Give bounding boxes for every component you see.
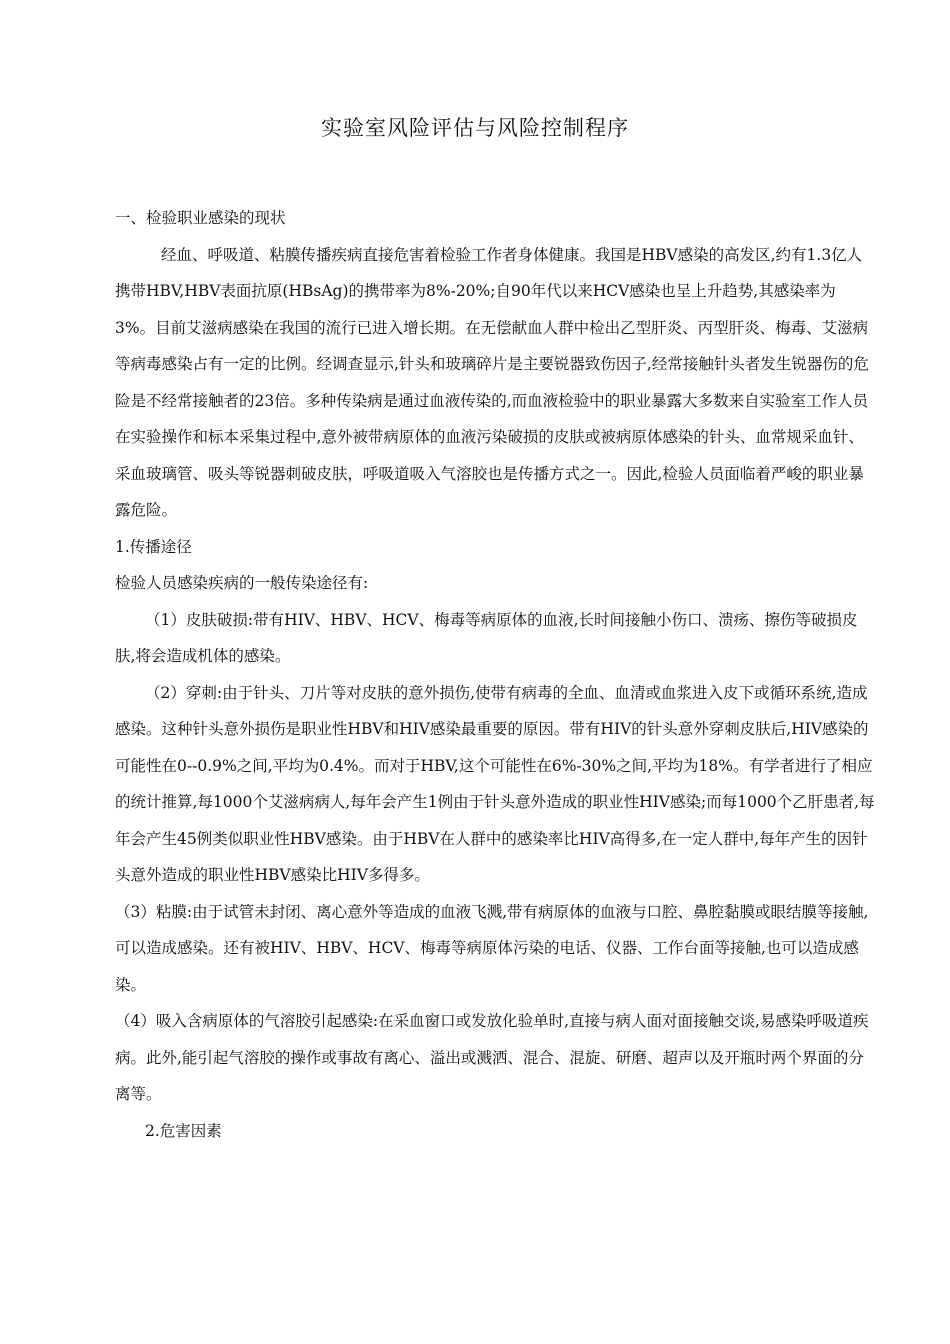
list-item-aerosol: （4）吸入含病原体的气溶胶引起感染:在采血窗口或发放化验单时,直接与病人面对面接触交谈,易感染呼吸道疾病。此外,能引起气溶胶的操作或事故有离心、溢出或溅洒、混合、混旋、研磨、超声以及开瓶时两个界面的分离等。 [115,1012,869,1103]
transmission-intro: 检验人员感染疾病的一般传染途径有: [115,574,369,592]
list-item-puncture: （2）穿刺:由于针头、刀片等对皮肤的意外损伤,使带有病毒的全血、血清或血浆进入皮下或循环系统,造成感染。这种针头意外损伤是职业性HBV和HIV感染最重要的原因。带有HIV的针头意外穿刺皮肤后,HIV感染的可能性在0--0.9%之间,平均为0.4%。而对于HBV,这个可能性在6%-30%之间,平均为18%。有学者进行了相应的统计推算,每1000个艾滋病病人,每年会产生1例由于针头意外造成的职业性HIV感染;而每1000个乙肝患者,每年会产生45例类似职业性HBV感染。由于HBV在人群中的感染率比HIV高得多,在一定人群中,每年产生的因针头意外造成的职业性HBV感染比HIV多得多。 [115,683,875,884]
subsection-heading: 2.危害因素 [145,1121,222,1140]
document-body [115,200,875,1149]
list-item-mucosa: （3）粘膜:由于试管未封闭、离心意外等造成的血液飞溅,带有病原体的血液与口腔、鼻腔黏膜或眼结膜等接触,可以造成感染。还有被HIV、HBV、HCV、梅毒等病原体污染的电话、仪器、工作台面等接触,也可以造成感染。 [115,902,869,994]
section-heading: 一、检验职业感染的现状 [115,209,286,227]
document-title: 实验室风险评估与风险控制程序 [321,116,629,140]
intro-paragraph: 经血、呼吸道、粘膜传播疾病直接危害着检验工作者身体健康。我国是HBV感染的高发区,约有1.3亿人携带HBV,HBV表面抗原(HBsAg)的携带率为8%-20%;自90年代以来HCV感染也呈上升趋势,其感染率为3%。目前艾滋病感染在我国的流行已进入增长期。在无偿献血人群中检出乙型肝炎、丙型肝炎、梅毒、艾滋病等病毒感染占有一定的比例。经调查显示,针头和玻璃碎片是主要锐器致伤因子,经常接触针头者发生锐器伤的危险是不经常接触者的23倍。多种传染病是通过血液传染的,而血液检验中的职业暴露大多数来自实验室工作人员在实验操作和标本采集过程中,意外被带病原体的血液污染破损的皮肤或被病原体感染的针头、血常规采血针、采血玻璃管、吸头等锐器刺破皮肤，呼吸道吸入气溶胶也是传播方式之一。因此,检验人员面临着严峻的职业暴露危险。 [115,245,869,519]
subsection-heading: 1.传播途径 [115,537,192,556]
list-item-skin: （1）皮肤破损:带有HIV、HBV、HCV、梅毒等病原体的血液,长时间接触小伤口、溃疡、擦伤等破损皮肤,将会造成机体的感染。 [115,610,858,665]
